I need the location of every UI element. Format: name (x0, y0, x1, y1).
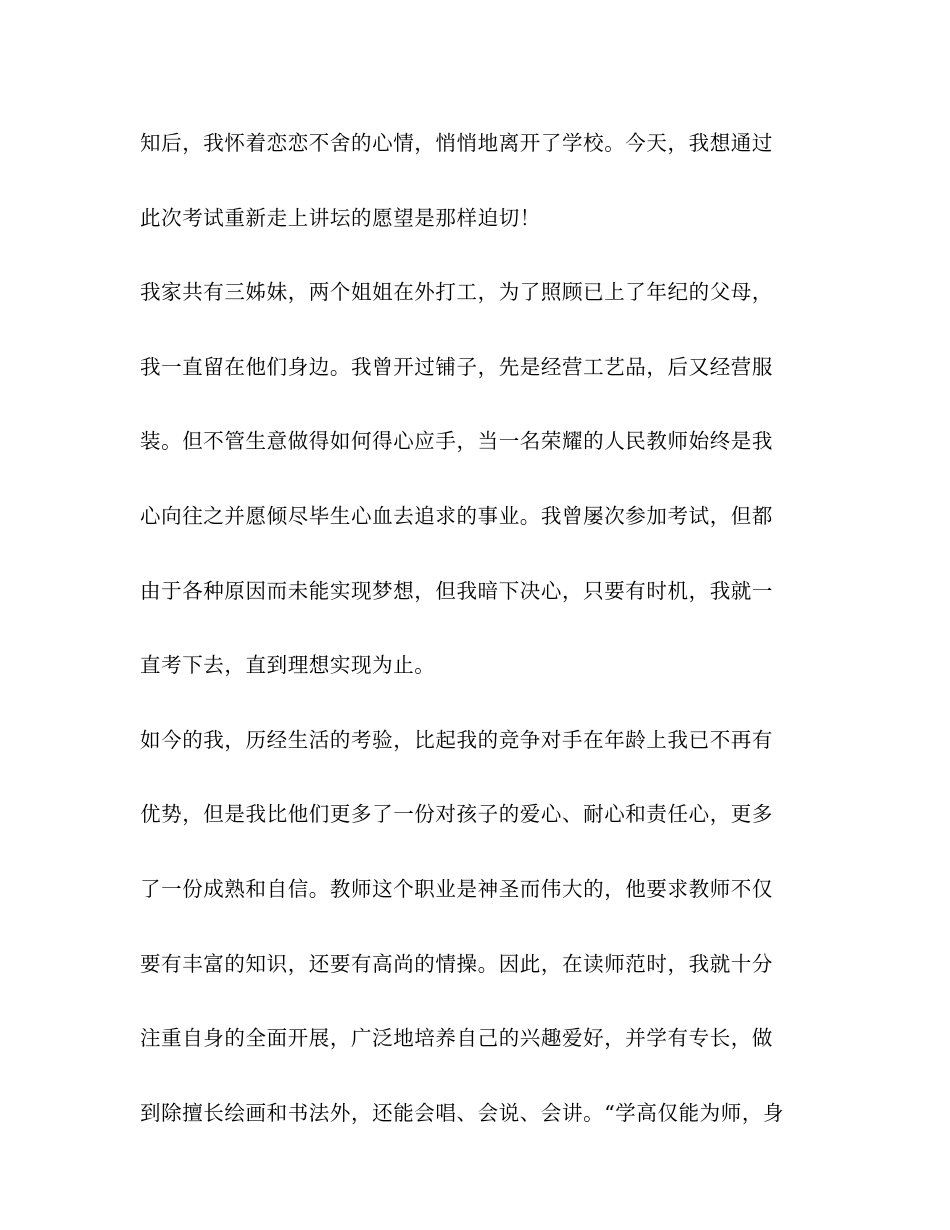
text-line: 由于各种原因而未能实现梦想，但我暗下决心，只要有时机，我就一 (140, 578, 773, 603)
text-line: 直考下去，直到理想实现为止。 (140, 653, 436, 678)
text-line: 要有丰富的知识，还要有高尚的情操。因此，在读师范时，我就十分 (140, 951, 773, 976)
text-line: 了一份成熟和自信。教师这个职业是神圣而伟大的，他要求教师不仅 (140, 876, 773, 901)
document-body (140, 124, 800, 1168)
text-line: 注重自身的全面开展，广泛地培养自己的兴趣爱好，并学有专长，做 (140, 1026, 773, 1051)
text-line: 我家共有三姊妹，两个姐姐在外打工，为了照顾已上了年纪的父母， (140, 280, 773, 305)
text-line: 装。但不管生意做得如何得心应手，当一名荣耀的人民教师始终是我 (140, 429, 773, 454)
text-line: 如今的我，历经生活的考验，比起我的竞争对手在年龄上我已不再有 (140, 727, 773, 752)
text-line: 知后，我怀着恋恋不舍的心情，悄悄地离开了学校。今天，我想通过 (140, 131, 773, 155)
text-line: 优势，但是我比他们更多了一份对孩子的爱心、耐心和责任心，更多 (140, 802, 773, 827)
text-line: 心向往之并愿倾尽毕生心血去追求的事业。我曾屡次参加考试，但都 (140, 503, 773, 528)
text-line: 我一直留在他们身边。我曾开过铺子，先是经营工艺品，后又经营服 (140, 354, 773, 379)
text-line: 此次考试重新走上讲坛的愿望是那样迫切！ (140, 205, 541, 230)
text-line: 到除擅长绘画和书法外，还能会唱、会说、会讲。“学高仅能为师，身 (140, 1100, 785, 1125)
